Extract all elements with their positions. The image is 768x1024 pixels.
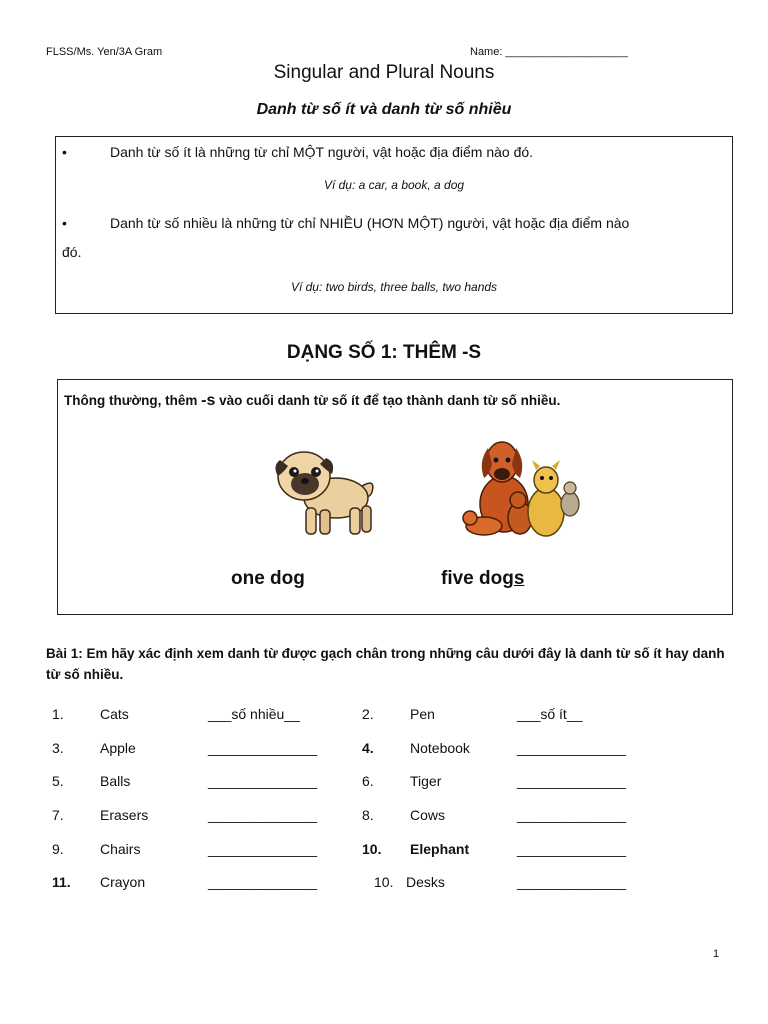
exercise-item-word: Balls bbox=[100, 773, 131, 789]
exercise-item-answer: ______________ bbox=[208, 773, 318, 789]
exercise-item-number: 5. bbox=[52, 773, 64, 789]
page-number: 1 bbox=[713, 948, 720, 960]
exercise-item-number: 4. bbox=[362, 740, 374, 756]
exercise-item-answer: ___số ít__ bbox=[517, 706, 583, 722]
exercise-item-word: Erasers bbox=[100, 807, 149, 823]
exercise-item-number: 3. bbox=[52, 740, 64, 756]
exercise-item-word: Desks bbox=[406, 874, 445, 890]
exercise-item-number: 9. bbox=[52, 841, 64, 857]
header-name-field: Name: ____________________ bbox=[470, 46, 628, 58]
exercise-item-answer: ______________ bbox=[208, 807, 318, 823]
exercise-item-answer: ______________ bbox=[208, 841, 318, 857]
exercise-item-number: 6. bbox=[362, 773, 374, 789]
exercise-item-number: 10. bbox=[362, 841, 382, 857]
exercise-item-word: Chairs bbox=[100, 841, 141, 857]
exercise-item-answer: ______________ bbox=[517, 740, 627, 756]
exercise-item-number: 11. bbox=[52, 874, 71, 890]
exercise-item-word: Elephant bbox=[410, 841, 470, 857]
example-singular: Ví dụ: a car, a book, a dog bbox=[323, 178, 465, 192]
header-course-label: FLSS/Ms. Yen/3A Gram bbox=[46, 46, 163, 58]
exercise-item-number: 1. bbox=[52, 706, 64, 722]
dogs-group-illustration bbox=[462, 434, 584, 546]
exercise-item-answer: ______________ bbox=[517, 807, 627, 823]
exercise-item-answer: ______________ bbox=[208, 740, 318, 756]
section-title: DẠNG SỐ 1: THÊM -S bbox=[286, 342, 482, 363]
page-subtitle: Danh từ số ít và danh từ số nhiều bbox=[256, 101, 512, 118]
exercise-item-number: 8. bbox=[362, 807, 374, 823]
definition-singular: Danh từ số ít là những từ chỉ MỘT người, vật hoặc địa điểm nào đó. bbox=[110, 144, 534, 160]
exercise-item-word: Pen bbox=[410, 706, 435, 722]
caption-five-dogs: five dogs bbox=[441, 568, 525, 589]
pug-illustration bbox=[270, 446, 382, 542]
example-plural: Ví dụ: two birds, three balls, two hands bbox=[290, 280, 498, 294]
definition-plural: Danh từ số nhiều là những từ chỉ NHIỀU (HƠN MỘT) người, vật hoặc địa điểm nào bbox=[110, 215, 630, 231]
page-title: Singular and Plural Nouns bbox=[273, 62, 495, 83]
definition-plural-cont: đó. bbox=[62, 244, 82, 260]
rule-box bbox=[57, 379, 733, 615]
rule-text: Thông thường, thêm -s vào cuối danh từ số ít để tạo thành danh từ số nhiều. bbox=[64, 392, 561, 409]
exercise-item-word: Notebook bbox=[410, 740, 470, 756]
bullet-1: • bbox=[62, 144, 67, 160]
exercise-item-answer: ______________ bbox=[517, 874, 627, 890]
exercise-instruction: Bài 1: Em hãy xác định xem danh từ được gạch chân trong những câu dưới đây là danh từ số ít hay danh từ số nhiều. bbox=[46, 646, 725, 682]
exercise-item-word: Tiger bbox=[410, 773, 442, 789]
exercise-item-answer: ______________ bbox=[517, 773, 627, 789]
exercise-item-word: Crayon bbox=[100, 874, 146, 890]
exercise-item-answer: ______________ bbox=[517, 841, 627, 857]
caption-one-dog: one dog bbox=[231, 568, 305, 589]
exercise-item-answer: ______________ bbox=[208, 874, 318, 890]
bullet-2: • bbox=[62, 215, 67, 231]
exercise-item-number: 7. bbox=[52, 807, 64, 823]
exercise-item-number: 10. bbox=[374, 874, 394, 890]
exercise-item-word: Apple bbox=[100, 740, 136, 756]
exercise-item-word: Cows bbox=[410, 807, 446, 823]
exercise-item-answer: ___số nhiều__ bbox=[208, 706, 300, 722]
exercise-item-number: 2. bbox=[362, 706, 374, 722]
exercise-item-word: Cats bbox=[100, 706, 129, 722]
